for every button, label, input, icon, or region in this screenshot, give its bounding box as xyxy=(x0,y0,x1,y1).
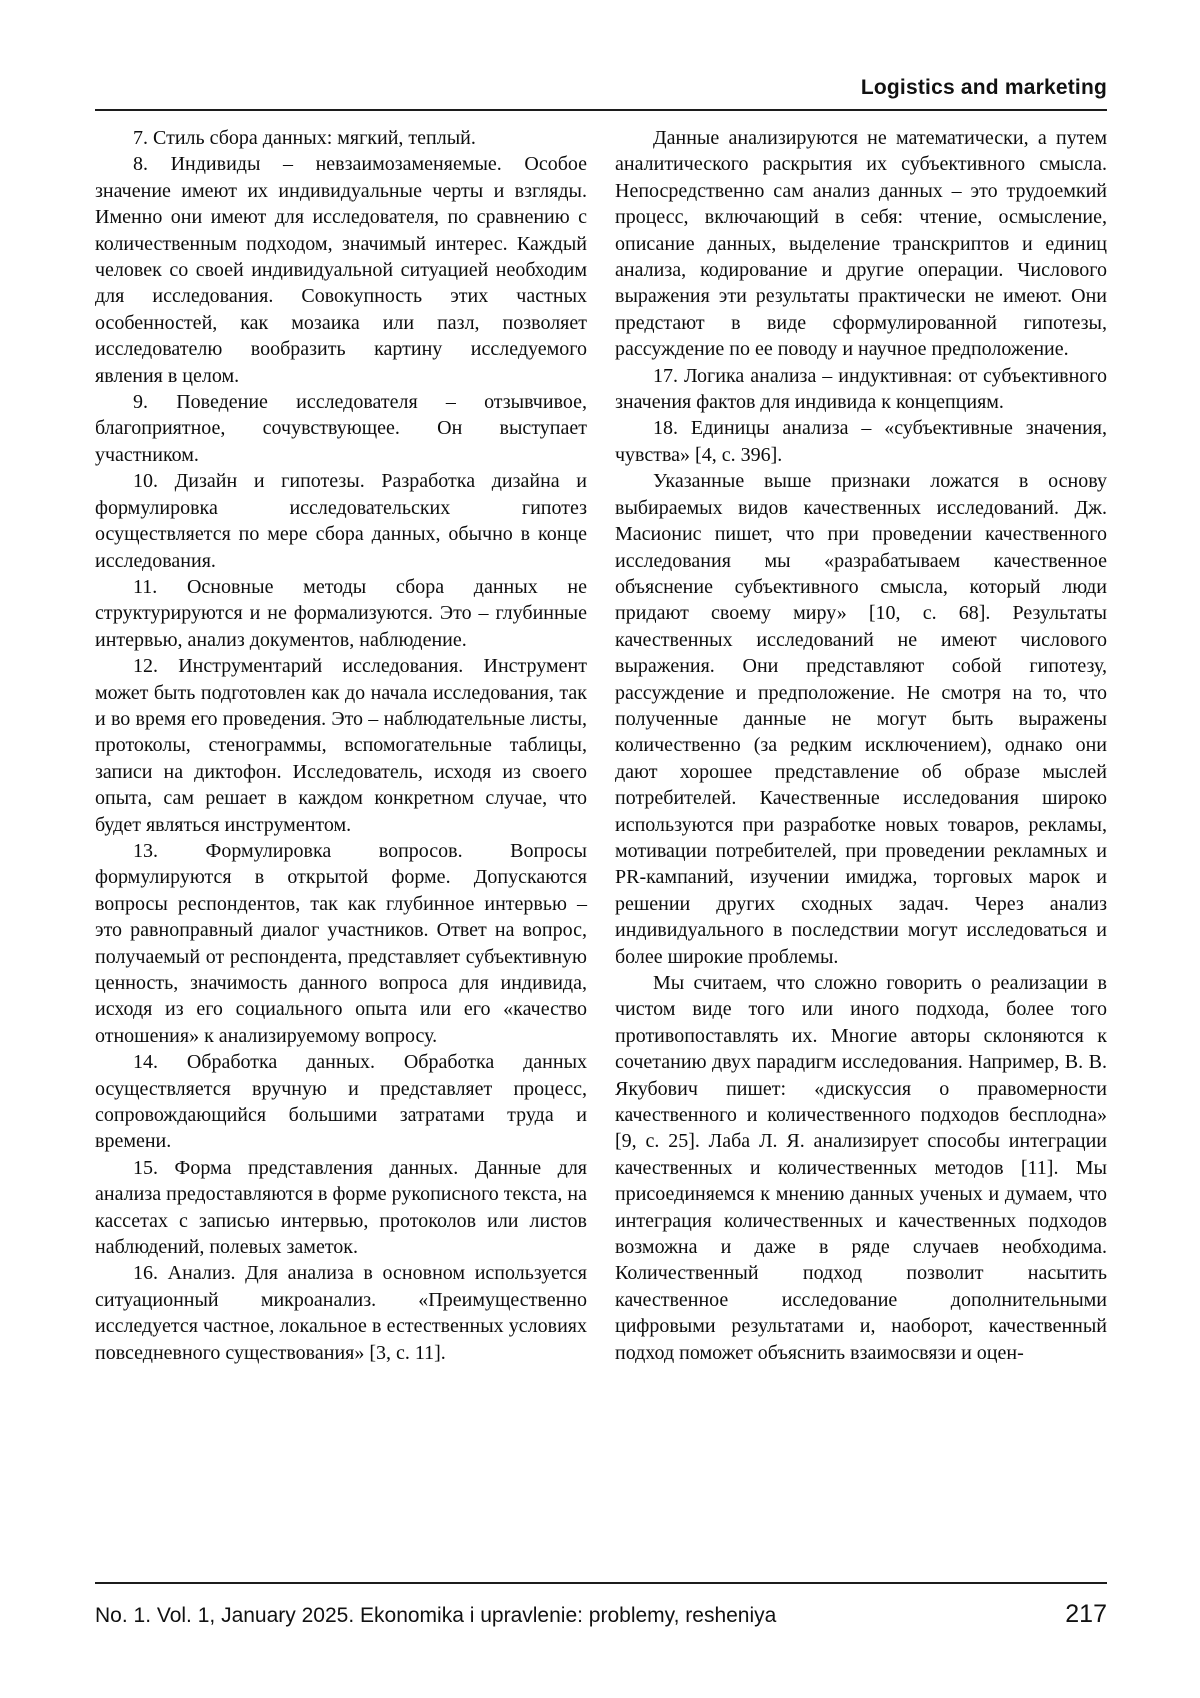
header-rule xyxy=(95,109,1107,111)
paragraph: 9. Поведение исследователя – отзывчивое, благоприятное, сочувствующее. Он выступает участником. xyxy=(95,391,587,466)
paragraph: 10. Дизайн и гипотезы. Разработка дизайна и формулировка исследовательских гипотез осуществляется по мере сбора данных, обычно в конце исследования. xyxy=(95,470,587,572)
paragraph: 7. Стиль сбора данных: мягкий, теплый. xyxy=(133,127,476,149)
running-head: Logistics and marketing xyxy=(860,76,1107,99)
page-content xyxy=(95,0,1107,1366)
paragraph: 18. Единицы анализа – «субъективные значения, чувства» [4, с. 396]. xyxy=(615,417,1107,466)
footer-row xyxy=(95,1600,1107,1629)
paragraph: Данные анализируются не математически, а путем аналитического раскрытия их субъективного смысла. Непосредственно сам анализ данных – это трудоемкий процесс, включающий в себя: чтение, осмысление, описание данных, выделение транскриптов и единиц анализа, кодирование и другие операции. Числового выражения эти результаты практически не имеют. Они предстают в виде сформулированной гипотезы, рассуждение по ее поводу и научное предположение. xyxy=(615,127,1107,361)
left-column xyxy=(95,125,587,1366)
footer-rule xyxy=(95,1582,1107,1584)
paragraph: 14. Обработка данных. Обработка данных осуществляется вручную и представляет процесс, сопровождающийся большими затратами труда и времени. xyxy=(95,1051,587,1153)
two-column-text xyxy=(95,125,1107,1366)
page-number: 217 xyxy=(1065,1600,1107,1628)
right-column xyxy=(615,125,1107,1366)
paragraph: 11. Основные методы сбора данных не структурируются и не формализуются. Это – глубинные интервью, анализ документов, наблюдение. xyxy=(95,575,587,651)
paragraph: 16. Анализ. Для анализа в основном используется ситуационный микроанализ. «Преимущественно исследуется частное, локальное в естественных условиях повседневного существования» [3, с. 11]. xyxy=(95,1262,587,1364)
paragraph: 8. Индивиды – невзаимозаменяемые. Особое значение имеют их индивидуальные черты и взгляды. Именно они имеют для исследователя, по сравнению с количественным подходом, значимый интерес. Каждый человек со своей индивидуальной ситуацией необходим для исследования. Совокупность этих частных особенностей, как мозаика или пазл, позволяет исследователю вообразить картину исследуемого явления в целом. xyxy=(95,153,587,387)
paragraph: Мы считаем, что сложно говорить о реализации в чистом виде того или иного подхода, более того противопоставлять их. Многие авторы склоняются к сочетанию двух парадигм исследования. Например, В. В. Якубович пишет: «дискуссия о правомерности качественного и количественного подходов бесплодна» [9, с. 25]. Лаба Л. Я. анализирует способы интеграции качественных и количественных методов [11]. Мы присоединяемся к мнению данных ученых и думаем, что интеграция количественных и качественных подходов возможна и даже в ряде случаев необходима. Количественный подход позволит насытить качественное исследование дополнительными цифровыми результатами и, наоборот, качественный подход поможет объяснить взаимосвязи и оцен- xyxy=(615,972,1107,1364)
page-footer xyxy=(95,1582,1107,1629)
paragraph: Указанные выше признаки ложатся в основу выбираемых видов качественных исследований. Дж. Масионис пишет, что при проведении качественного исследования мы «разрабатываем качественное объяснение субъективного смысла, который люди придают своему миру» [10, с. 68]. Результаты качественных исследований не имеют числового выражения. Они представляют собой гипотезу, рассуждение и предположение. Не смотря на то, что полученные данные не могут быть выражены количественно (за редким исключением), однако они дают хорошее представление об образе мыслей потребителей. Качественные исследования широко используются при разработке новых товаров, рекламы, мотивации потребителей, при проведении рекламных и PR-кампаний, изучении имиджа, торговых марок и решении других сходных задач. Через анализ индивидуального в последствии могут исследоваться и более широкие проблемы. xyxy=(615,470,1107,968)
footer-journal-info: No. 1. Vol. 1, January 2025. Ekonomika i upravlenie: problemy, resheniya xyxy=(95,1604,777,1627)
paragraph: 12. Инструментарий исследования. Инструмент может быть подготовлен как до начала исследования, так и во время его проведения. Это – наблюдательные листы, протоколы, стенограммы, вспомогательные таблицы, записи на диктофон. Исследователь, исходя из своего опыта, сам решает в каждом конкретном случае, что будет являться инструментом. xyxy=(95,655,587,836)
paragraph: 15. Форма представления данных. Данные для анализа предоставляются в форме рукописного текста, на кассетах с записью интервью, протоколов или листов наблюдений, полевых заметок. xyxy=(95,1156,587,1259)
paragraph: 17. Логика анализа – индуктивная: от субъективного значения фактов для индивида к концепциям. xyxy=(615,364,1107,414)
paragraph: 13. Формулировка вопросов. Вопросы формулируются в открытой форме. Допускаются вопросы респондентов, так как глубинное интервью – это равноправный диалог участников. Ответ на вопрос, получаемый от респондента, представляет субъективную ценность, значимость данного вопроса для индивида, исходя из его социального опыта или его «качество отношения» к анализируемому вопросу. xyxy=(95,839,587,1047)
